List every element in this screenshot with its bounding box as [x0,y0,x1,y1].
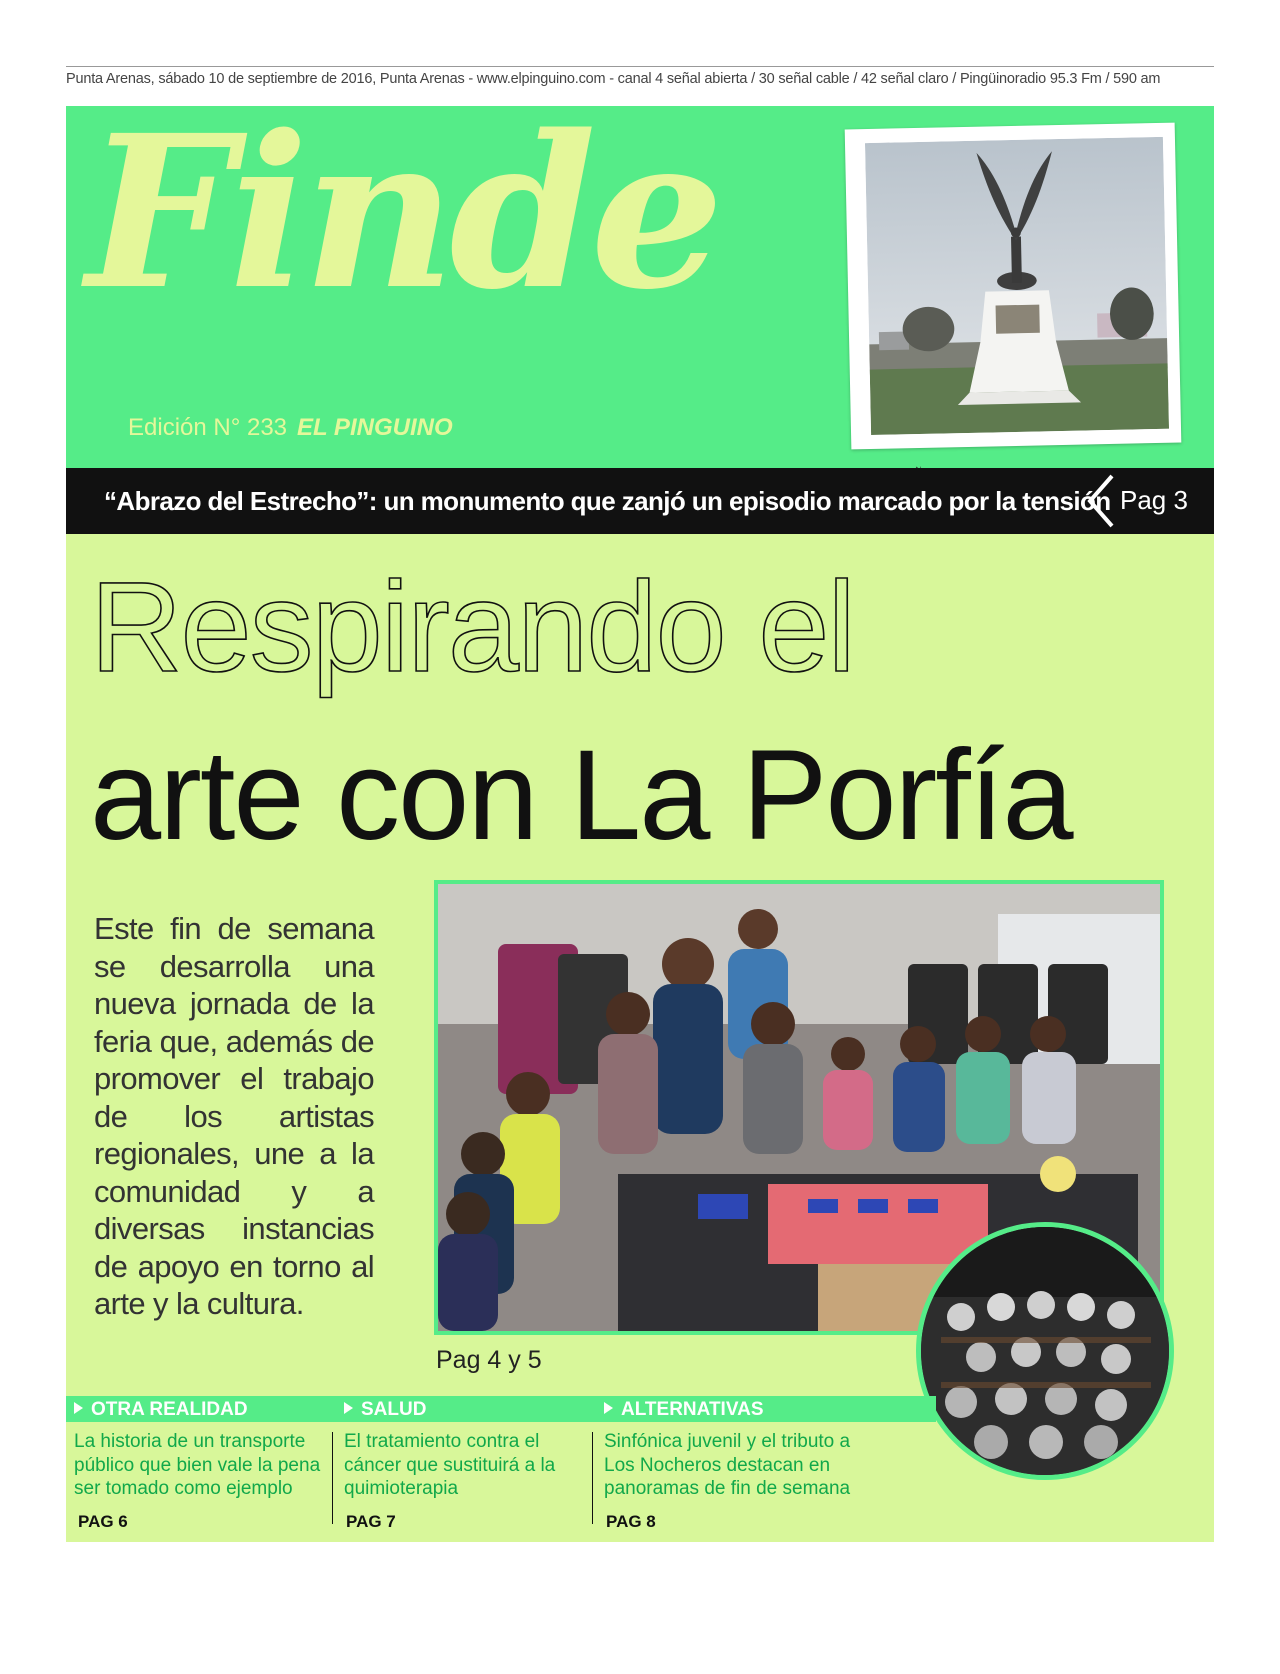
section-otra-realidad-text[interactable]: La historia de un transporte público que bien vale la pena ser tomado como ejemplo [74,1431,321,1499]
headline-line-1: Respirando el [90,556,854,699]
section-alternativas-page[interactable]: PAG 8 [606,1512,656,1531]
edition-label: Edición N° 233 [128,414,288,441]
section-salud-label[interactable] [344,1399,426,1421]
dateline-rule [66,66,1214,67]
chevron-left-icon [1082,474,1118,528]
section-otra-realidad-page[interactable]: PAG 6 [78,1512,128,1531]
section-alternativas-label[interactable] [604,1399,764,1421]
headline-line-2: arte con La Porfía [90,724,1072,867]
triangle-right-icon [604,1402,613,1414]
newspaper-name: EL PINGUINO [297,414,453,441]
teaser-page[interactable]: Pag 3 [1120,485,1188,515]
brand-logo: Finde [86,106,718,336]
cover-story-page[interactable]: Pag 4 y 5 [436,1346,542,1374]
teaser-headline[interactable]: “Abrazo del Estrecho”: un monumento que zanjó un episodio marcado por la tensión [104,486,1111,516]
section-alternativas-text[interactable]: Sinfónica juvenil y el tributo a Los Nocheros destacan en panoramas de fin de semana [604,1431,851,1499]
section-salud-text[interactable]: El tratamiento contra el cáncer que sustituirá a la quimioterapia [344,1431,556,1499]
section-otra-realidad-label[interactable] [74,1399,248,1421]
section-label: SALUD [361,1399,427,1420]
orchestra-image [921,1227,1169,1475]
monument-image [865,137,1169,435]
edition-line [128,414,453,442]
teaser-bar[interactable] [66,468,1214,534]
dateline: Punta Arenas, sábado 10 de septiembre de 2016, Punta Arenas - www.elpinguino.com - canal 4 señal abierta / 30 señal cable / 42 señal claro / Pingüinoradio 95.3 Fm / 590 am [66,71,1161,87]
cover-story [66,534,1214,1542]
orchestra-photo [916,1222,1174,1480]
section-label: OTRA REALIDAD [91,1399,248,1420]
lead-paragraph: Este fin de semana se desarrolla una nueva jornada de la feria que, además de promover el trabajo de los artistas regionales, une a la comunidad y a diversas instancias de apoyo en torno al arte y la cultura. [94,911,374,1321]
section-divider [332,1432,333,1524]
section-salud-page[interactable]: PAG 7 [346,1512,396,1531]
monument-photo [845,123,1182,450]
triangle-right-icon [344,1402,353,1414]
triangle-right-icon [74,1402,83,1414]
masthead [66,106,1214,468]
section-divider [592,1432,593,1524]
section-label: ALTERNATIVAS [621,1399,764,1420]
